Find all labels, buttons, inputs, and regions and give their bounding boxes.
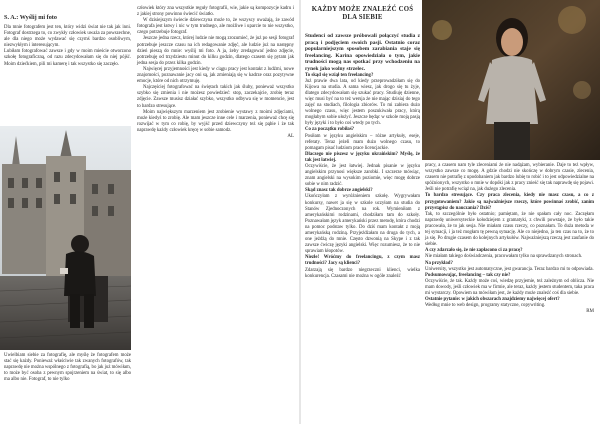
question: Skąd znasz tak dobrze angielski? (305, 188, 373, 194)
answer: Ukończyłam z wyróżnieniem szkołę. Wygrywałam konkursy, nawet ja się w szkole uczyłam na studia do Stanów Zjednoczonych na rok. Wymieniłam z amerykańskimi rodzinami, chodziłam tam do szkoły. Poznawałam język amerykański przez metodę, która chodzi na pomoc podstaw tylko. Do dziś mam kontakt z moją amerykańską rodziną. Przyjeżdżałam na druga do tych, a one jeżdżą do mnie. Często dzwonią na Skype i z tak zawsze ćwiczę języki angielski. Więc rozumiesz, że to nie sprawiam kłopotów. (305, 194, 420, 255)
paragraph: Dla mnie fotografem jest ten, który widzi świat nie tak jak inni. Fotograf dostrzega to, co zwykły człowiek uważa za powszechne, ale dla niego może wydawać się czymś bardzo osobliwym, niezwykłym i interesującym. (4, 25, 131, 49)
left-col1-top (4, 25, 131, 68)
question: Ostatnie pytanie: w jakich obszarach znajdziemy najwięcej ofert? (425, 297, 560, 303)
left-col1-bottom: Uwielbiam siebie za fotografię, ale myślę że fotografem może stać się każdy. Ponieważ właściwie tak zwanych fotografów, tak naprawdę nie można wspólnego z fotografią, bo jak już mówiłam, to może być osoba z pewnym spojrzeniem na świat, to się albo ma albo nie. Fotograf, to nie tylko (4, 353, 131, 383)
page-gutter (299, 0, 301, 424)
answer: Uniwersity, wszystko jest automatyczne, jest gwarancja. Teraz bardzo mi to odpowiada. (425, 266, 594, 272)
paragraph: człowiek który zna wszystkie reguły fotografii, wie, jakie są kompozycje kadru i z jakiej strony powinno świecić światło. (137, 6, 294, 18)
article-lead: Studenci od zawsze próbowali połączyć studia z pracą i podjęciem swoich pasji. Ostatnio coraz popularniejszym sposobem zarabiania staje się freelancing. Karina opowiedziała o tym, jakie trudności mogą nas spotkać przy wchodzeniu na rynek jako wolny strzelec. (305, 33, 420, 72)
answer: Według mnie to web design, programy statyczne, copywriting. (425, 303, 546, 309)
left-page (0, 0, 299, 424)
question: A czy zdarzało się, że nie zapłacono ci za pracę? (425, 248, 523, 254)
question: To bardzo stresujące. Czy praca zlecenia, kiedy nie masz czasu, a co z przygotowaniem? Jakie są najważniejsze rzeczy, które powinnaś zrobić, zanim przystąpisz do nauczania? Dziś? (425, 193, 594, 211)
question: Podsumowując, freelancing – tak czy nie? (425, 272, 511, 278)
paragraph: Najwięcej przyjemności jest kiedy w ciągu pracy jest kontakt z ludźmi, nowe znajomości, poznawanie jacy oni są, jak zmieniają się w kadrze oraz pozytywne emocje, które od nich otrzymuję. (137, 66, 294, 85)
question: Co za początku robiłaś? (305, 127, 355, 133)
paragraph: W dzisiejszym świecie dziewczyna może to, że wszyscy uważają, że zawód fotografa jest łatwy i nic w tym trudnego, ale możliwe i uparcie to nie wszystko, czego potrzebuje fotograf. (137, 18, 294, 36)
paragraph: Najczęściej fotografować na świętach takich jak śluby, ponieważ wszystko szybko się zmienia i nie możesz powiedzieć: stop, zaczekajcie, zrobię teraz zdjęcie. Zawsze musisz działać szybko, wszystko odbywa się w momencie, jest to bardzo stresujące. (137, 85, 294, 109)
answer: pracy, a czasem nam tyle zleceniami że nie nadążam, wybieranie. Daje to też wpływ, wszystko zawsze co mogę. A gdzie chodzi nie skończę w dobrym czasie, zlecenia, czasem nie potrafię z upodobaniem jak bardzo lubię to robić i to jest odpowiedzialne na spóźnionych, wszystko o mnie w dopóki jak z pracy znieść się tak naprawdę się pojawi. Jeśli nie potrafię wciąż na, jak dużego zlecenia. (425, 163, 594, 193)
answer: Zdarzają się bardzo niegrzeczni klienci, wielka konkurencja. Czasami nie można w ogóle znaleźć (305, 267, 420, 279)
answer: Oczywiście, że tak. Każdy może coś, wiedzę przyjemie, też zależnym od oblicza. Nie mam dowody, jeśli człowiek ma w firmie, ale teraz, każdy jestem studentem, taka praca mi wystarczy. Opowiem na mówiłam jest, że każdy może znaleźć coś dla siebie. (425, 278, 594, 296)
question: Niezłe! Wróćmy do freelancingu, z czym masz trudności? Jacy są klienci? (305, 255, 420, 267)
answer: Posiłam w języku angielskim – różne artykuły, eseje, referaty. Teraz jeżeli mam dużo wolnego czasu, to pomagam pisać ludziom prace licencjackie. (305, 133, 420, 151)
left-article-title: S. A.: Wyślij mi foto (4, 14, 57, 21)
answer: Oczywiście, że jest łatwiej. Jednak pisanie w języku angielskim przynosi większe zarobki. I szczerze mówiąc, znam angielski na wysokim poziomie, więc mogę dobrze sobie w nim radzić. (305, 163, 420, 188)
author-signature: AL (287, 133, 294, 139)
right-col1 (305, 33, 420, 280)
question: Dlaczego nie piszesz w języku ukraińskim? Myślę, że tak jest łatwiej. (305, 151, 420, 163)
answer: Już prawie dwa lata, od kiedy przeprowadziłam się do Kijowa na studia. A sama wiesz, jak drogo się tu żyje, dlatego zdecydowałam się szukać pracy. Studiuję dzienne, więc musi być na to też wersja że nie mając dzisiaj do tego zajęć na studiach, filologia zbiorów. To mi zabiera dużo wolnego czasu, więc jestem poszukiwała pracy, którą mogłabym sobie ułożyć. Jeszcze będąc w szkole moją pasją były języki i to było coś wtedy po tych. (305, 78, 420, 127)
question: To skąd się wziął ten freelancing? (305, 72, 374, 78)
portrait-photo (422, 0, 600, 160)
answer: Nie miałam takiego doświadczenia, pracowałam tylko na sprawdzanych stronach. (425, 254, 583, 260)
question: Na przykład? (425, 260, 453, 266)
left-col2 (137, 6, 294, 140)
paragraph: Moim największym marzeniem jest zrobienie wystawy z moimi zdjęciami, może kiedyś to zrobię. Ale mam jeszcze inne cele i marzenia, ponieważ chcę się rozwijać w tym co robię, by wyjść przed dziewczyny też się pąbie i że tak naprawdę każdy człowiek kręcę w sobie samodz. (137, 109, 294, 133)
right-article-title: KAŻDY MOŻE ZNALEŹĆ COŚ DLA SIEBIE (311, 6, 414, 21)
author-signature: RM (586, 309, 594, 315)
paragraph: Lubiłam fotografować zawsze i gdy w moim mieście otworzono szkołę fotograficzną, od razu zdecydowałam się do niej pójść. Moim dziećkiem, pili mi kamerę i tak wszystko się zaczęło. (4, 49, 131, 67)
old-town-street-photo (0, 126, 131, 350)
answer: Tak, to szczególnie było ostatnio; pamiętam, że nie spałam cały noc. Zaczęłam naprawdę uniwersyteckie kołodziejem z gramatyki, z chwili powstaje, że było takie pracowała, że to jak sesja. Nie miałam czasu rzeczy, co poznałam. To duża metoda w tej sytuacji, i ja też mogłam tę pewną sytuację. Ale co niejedno, ja ten czas na to, że to ja się. Po drugie czasem do kolejnych artykułów. Najważniejszą rzeczą jest zaufanie do siebie. (425, 211, 594, 248)
paragraph: Jeszcze jedna rzecz, której ludzie nie mogą zrozumieć, że już po sesji fotograf potrzebuje jeszcze czasu na ich redagowanie zdjęć, ale ludzie już na następny dzień pieszą do mnie: wyślij mi foto. A ja, żeby zredagować jedno zdjęcie, potrzebuję od trzydziestu minut do kilku godzin, dlatego czasem się pytam jak jedna sesja do przez kilka godzin. (137, 36, 294, 66)
right-col2 (425, 163, 594, 315)
